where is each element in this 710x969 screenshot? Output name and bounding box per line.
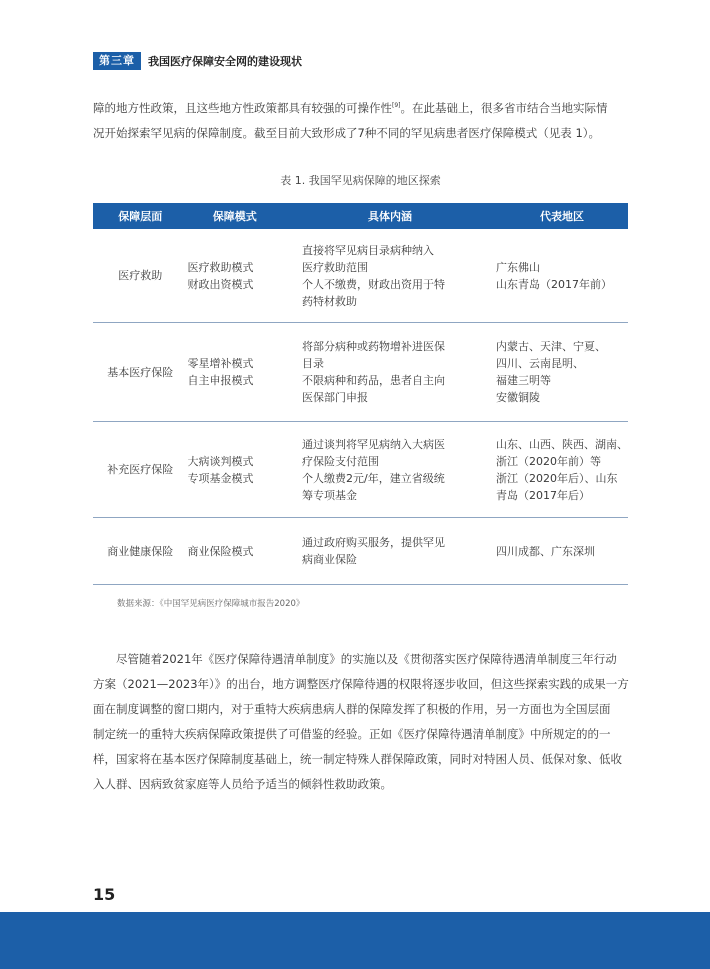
cell-level [93,323,188,422]
cell-regions-line: 青岛（2017年后） [496,488,590,502]
cell-regions-line: 山东青岛（2017年前） [496,277,612,291]
cell-mode-line: 自主申报模式 [187,374,254,387]
intro-line-1: 障的地方性政策，且这些地方性政策都具有较强的可操作性[9]。在此基础上，很多省市结合当地实际情 [93,101,608,115]
table-row [93,229,628,323]
cell-regions-line: 山东、山西、陕西、湖南、 [496,437,628,451]
header-level: 保障层面 [93,203,188,229]
cell-regions [478,518,628,585]
cell-mode-line: 零星增补模式 [187,357,254,370]
cell-content-line: 病商业保险 [302,553,357,566]
cell-regions-line: 浙江（2020年后）、山东 [496,471,618,485]
data-source-note: 数据来源：《中国罕见病医疗保障城市报告2020》 [117,599,305,609]
cell-mode-line: 财政出资模式 [187,277,254,291]
cell-content-line: 通过政府购买服务，提供罕见 [302,536,445,549]
cell-level [93,229,188,323]
cell-content-line: 药特材救助 [302,294,357,308]
cell-content-line: 医疗救助范围 [302,260,368,274]
header-content: 具体内涵 [282,203,478,229]
cell-mode [188,422,283,518]
body-line: 制定统一的重特大疾病保障政策提供了可借鉴的经验。正如《医疗保障待遇清单制度》中所规定的的一 [93,727,611,741]
cell-content-line: 通过谈判将罕见病纳入大病医 [302,437,445,451]
cell-regions-line: 浙江（2020年前）等 [496,454,601,468]
cell-level-line: 补充医疗保险 [107,463,174,476]
cell-mode [188,518,283,585]
cell-regions [478,422,628,518]
cell-mode-line: 商业保险模式 [187,544,254,558]
cell-regions [478,323,628,422]
cell-level [93,422,188,518]
cell-content-line: 个人不缴费，财政出资用于特 [302,277,445,291]
cell-regions-line: 广东佛山 [496,260,540,274]
cell-regions-line: 四川成都、广东深圳 [496,544,595,558]
table-header-row [93,203,628,229]
cell-regions-line: 四川、云南昆明、 [496,357,584,370]
footer-bar [0,912,710,969]
header-mode: 保障模式 [188,203,283,229]
rare-disease-table [93,203,628,585]
cell-level-line: 商业健康保险 [107,544,174,558]
cell-level-line: 医疗救助 [118,269,163,282]
intro-paragraph [93,96,628,146]
cell-content-line: 直接将罕见病目录病种纳入 [302,243,434,257]
chapter-header [93,52,302,70]
chapter-title: 我国医疗保障安全网的建设现状 [148,55,302,68]
cell-content-line: 个人缴费2元/年，建立省级统 [302,471,445,485]
cell-content [282,229,478,323]
cell-mode-line: 医疗救助模式 [187,260,254,274]
cell-regions-line: 内蒙古、天津、宁夏、 [496,340,606,353]
cell-level-line: 基本医疗保险 [107,365,174,379]
cell-regions-line: 安徽铜陵 [496,391,540,404]
cell-content-line: 将部分病种或药物增补进医保 [302,340,445,353]
cell-mode [188,229,283,323]
intro-line-2: 况开始探索罕见病的保障制度。截至目前大致形成了7种不同的罕见病患者医疗保障模式（见表 1）。 [93,126,601,140]
body-line: 入人群、因病致贫家庭等人员给予适当的倾斜性救助政策。 [93,777,392,791]
cell-content-line: 筹专项基金 [302,488,357,502]
page-number: 15 [93,885,116,904]
body-line: 面在制度调整的窗口期内，对于重特大疾病患病人群的保障发挥了积极的作用，另一方面也为全国层面 [93,702,611,716]
cell-content-line: 医保部门申报 [302,391,368,404]
table-row [93,323,628,422]
cell-regions [478,229,628,323]
table-caption: 表 1. 我国罕见病保障的地区探索 [280,174,441,187]
cell-level [93,518,188,585]
cell-content [282,518,478,585]
cell-content-line: 疗保险支付范围 [302,454,379,468]
body-paragraph [93,647,628,797]
body-line: 方案（2021—2023年）》的出台，地方调整医疗保障待遇的权限将逐步收回，但这些探索实践的成果一方 [93,677,629,691]
cell-regions-line: 福建三明等 [496,374,551,387]
cell-content [282,323,478,422]
cell-content-line: 不限病种和药品，患者自主向 [302,374,445,387]
header-regions: 代表地区 [478,203,628,229]
citation-ref: [9] [392,102,401,110]
body-line: 尽管随着2021年《医疗保障待遇清单制度》的实施以及《贯彻落实医疗保障待遇清单制度三年行动 [116,652,617,666]
body-line: 样，国家将在基本医疗保障制度基础上，统一制定特殊人群保障政策，同时对特困人员、低保对象、低收 [93,752,622,766]
table-row [93,518,628,585]
chapter-badge: 第三章 [93,52,141,70]
cell-content-line: 目录 [302,357,324,370]
cell-mode [188,323,283,422]
table-row [93,422,628,518]
cell-content [282,422,478,518]
cell-mode-line: 大病谈判模式 [187,454,254,468]
cell-mode-line: 专项基金模式 [187,471,254,485]
